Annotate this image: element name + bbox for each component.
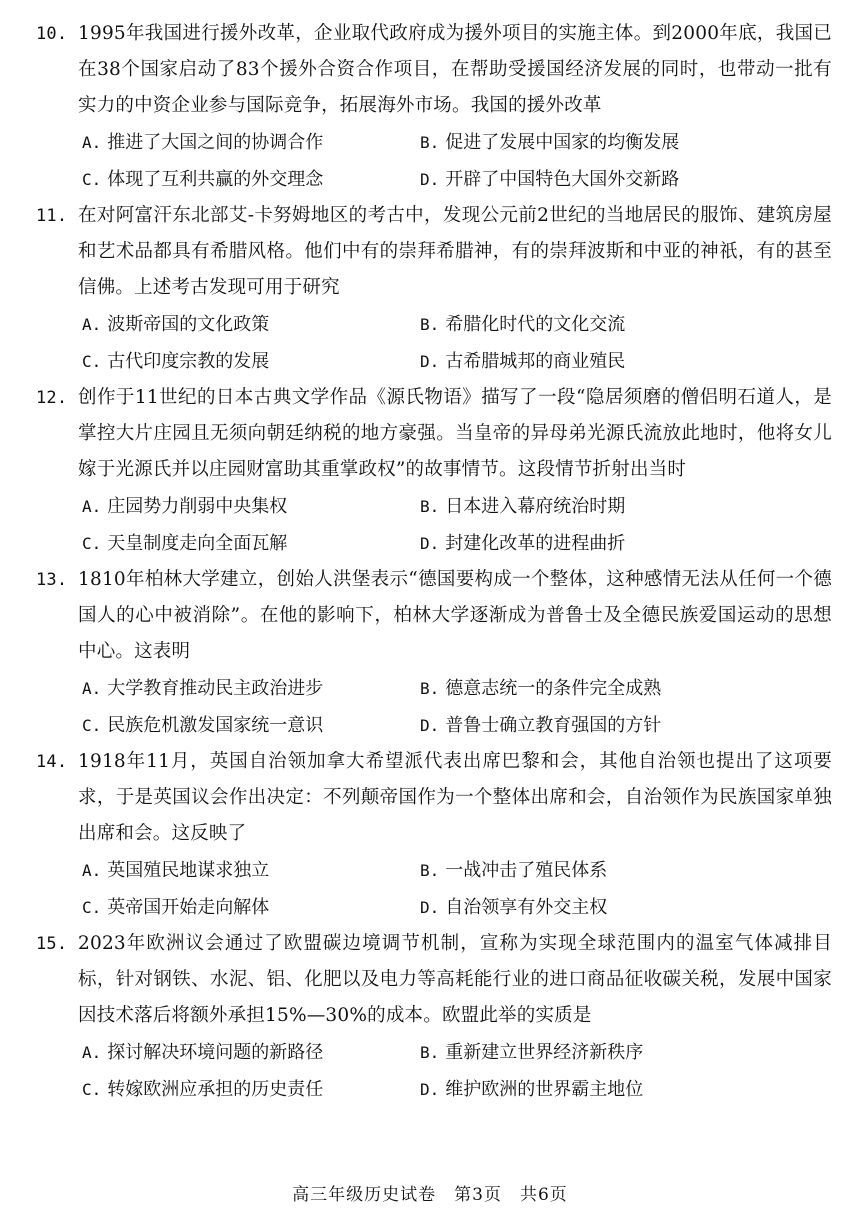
- question-3: [36, 380, 832, 562]
- option-text: 古代印度宗教的发展: [107, 351, 270, 372]
- question-stem: [36, 926, 832, 1034]
- answer-option: [82, 343, 420, 380]
- option-label: D.: [420, 534, 440, 553]
- question-number: 11.: [36, 206, 68, 226]
- option-text: 维护欧洲的世界霸主地位: [445, 1079, 644, 1100]
- question-2: [36, 198, 832, 380]
- question-stem: [36, 198, 832, 306]
- option-text: 民族危机激发国家统一意识: [107, 715, 324, 736]
- answer-option: [420, 1034, 832, 1071]
- option-label: B.: [420, 1043, 440, 1062]
- question-number: 12.: [36, 388, 68, 408]
- option-text: 一战冲击了殖民体系: [445, 860, 608, 881]
- option-label: A.: [82, 497, 102, 516]
- option-label: D.: [420, 1080, 440, 1099]
- option-label: C.: [82, 898, 102, 917]
- option-text: 波斯帝国的文化政策: [107, 314, 270, 335]
- question-list: [36, 16, 832, 1108]
- answer-option: [82, 161, 420, 198]
- question-text: 1995年我国进行援外改革，企业取代政府成为援外项目的实施主体。到2000年底，我国已在38个国家启动了83个援外合资合作项目，在帮助受援国经济发展的同时，也带动一批有实力的中资企业参与国际竞争，拓展海外市场。我国的援外改革: [78, 23, 832, 116]
- page-footer: 高三年级历史试卷 第3页 共6页: [292, 1185, 568, 1205]
- answer-option: [420, 306, 832, 343]
- question-text: 创作于11世纪的日本古典文学作品《源氏物语》描写了一段“隐居须磨的僧侣明石道人，是掌控大片庄园且无须向朝廷纳税的地方豪强。当皇帝的异母弟光源氏流放此地时，他将女儿嫁于光源氏并以庄园财富助其重掌政权”的故事情节。这段情节折射出当时: [78, 387, 832, 480]
- option-label: A.: [82, 315, 102, 334]
- option-label: C.: [82, 352, 102, 371]
- question-1: [36, 16, 832, 198]
- option-label: A.: [82, 679, 102, 698]
- option-label: B.: [420, 133, 440, 152]
- option-text: 古希腊城邦的商业殖民: [445, 351, 626, 372]
- option-text: 体现了互利共赢的外交理念: [107, 169, 324, 190]
- question-4: [36, 562, 832, 744]
- question-text: 在对阿富汗东北部艾-卡努姆地区的考古中，发现公元前2世纪的当地居民的服饰、建筑房屋和艺术品都具有希腊风格。他们中有的崇拜希腊神，有的崇拜波斯和中亚的神祇，有的甚至信佛。上述考古发现可用于研究: [78, 205, 832, 298]
- option-label: D.: [420, 898, 440, 917]
- option-text: 天皇制度走向全面瓦解: [107, 533, 288, 554]
- option-label: C.: [82, 170, 102, 189]
- question-text: 1810年柏林大学建立，创始人洪堡表示“德国要构成一个整体，这种感情无法从任何一个德国人的心中被消除”。在他的影响下，柏林大学逐渐成为普鲁士及全德民族爱国运动的思想中心。这表明: [78, 569, 832, 662]
- question-number: 14.: [36, 752, 68, 772]
- question-number: 15.: [36, 934, 68, 954]
- option-label: B.: [420, 315, 440, 334]
- option-list: [36, 852, 832, 926]
- answer-option: [420, 852, 832, 889]
- option-label: B.: [420, 861, 440, 880]
- question-number: 13.: [36, 570, 68, 590]
- option-text: 英帝国开始走向解体: [107, 897, 270, 918]
- option-list: [36, 1034, 832, 1108]
- answer-option: [82, 670, 420, 707]
- option-text: 转嫁欧洲应承担的历史责任: [107, 1079, 324, 1100]
- answer-option: [420, 525, 832, 562]
- option-list: [36, 124, 832, 198]
- option-text: 普鲁士确立教育强国的方针: [445, 715, 662, 736]
- option-text: 大学教育推动民主政治进步: [107, 678, 324, 699]
- option-label: B.: [420, 679, 440, 698]
- option-list: [36, 670, 832, 744]
- question-stem: [36, 744, 832, 852]
- option-text: 英国殖民地谋求独立: [107, 860, 270, 881]
- option-text: 促进了发展中国家的均衡发展: [445, 132, 680, 153]
- question-text: 2023年欧洲议会通过了欧盟碳边境调节机制，宣称为实现全球范围内的温室气体减排目标，针对钢铁、水泥、铝、化肥以及电力等高耗能行业的进口商品征收碳关税，发展中国家因技术落后将额外承担15%—30%的成本。欧盟此举的实质是: [78, 933, 832, 1026]
- answer-option: [82, 889, 420, 926]
- option-text: 日本进入幕府统治时期: [445, 496, 626, 517]
- question-stem: [36, 562, 832, 670]
- question-6: [36, 926, 832, 1108]
- option-label: D.: [420, 170, 440, 189]
- option-list: [36, 306, 832, 380]
- option-label: A.: [82, 1043, 102, 1062]
- option-text: 封建化改革的进程曲折: [445, 533, 626, 554]
- answer-option: [420, 124, 832, 161]
- option-text: 探讨解决环境问题的新路径: [107, 1042, 324, 1063]
- answer-option: [420, 889, 832, 926]
- answer-option: [82, 124, 420, 161]
- option-text: 自治领享有外交主权: [445, 897, 608, 918]
- question-5: [36, 744, 832, 926]
- option-label: B.: [420, 497, 440, 516]
- option-text: 德意志统一的条件完全成熟: [445, 678, 662, 699]
- answer-option: [420, 161, 832, 198]
- answer-option: [82, 488, 420, 525]
- option-label: C.: [82, 1080, 102, 1099]
- question-number: 10.: [36, 24, 68, 44]
- option-text: 推进了大国之间的协调合作: [107, 132, 324, 153]
- option-text: 重新建立世界经济新秩序: [445, 1042, 644, 1063]
- option-label: A.: [82, 861, 102, 880]
- option-label: C.: [82, 534, 102, 553]
- answer-option: [420, 670, 832, 707]
- option-label: A.: [82, 133, 102, 152]
- option-label: D.: [420, 716, 440, 735]
- answer-option: [420, 1071, 832, 1108]
- answer-option: [82, 1071, 420, 1108]
- answer-option: [82, 306, 420, 343]
- answer-option: [420, 488, 832, 525]
- option-text: 希腊化时代的文化交流: [445, 314, 626, 335]
- answer-option: [420, 707, 832, 744]
- answer-option: [420, 343, 832, 380]
- answer-option: [82, 1034, 420, 1071]
- option-label: C.: [82, 716, 102, 735]
- question-text: 1918年11月，英国自治领加拿大希望派代表出席巴黎和会，其他自治领也提出了这项要求，于是英国议会作出决定：不列颠帝国作为一个整体出席和会，自治领作为民族国家单独出席和会。这反映了: [78, 751, 832, 844]
- question-stem: [36, 16, 832, 124]
- answer-option: [82, 852, 420, 889]
- option-list: [36, 488, 832, 562]
- answer-option: [82, 707, 420, 744]
- answer-option: [82, 525, 420, 562]
- option-text: 开辟了中国特色大国外交新路: [445, 169, 680, 190]
- question-stem: [36, 380, 832, 488]
- option-label: D.: [420, 352, 440, 371]
- option-text: 庄园势力削弱中央集权: [107, 496, 288, 517]
